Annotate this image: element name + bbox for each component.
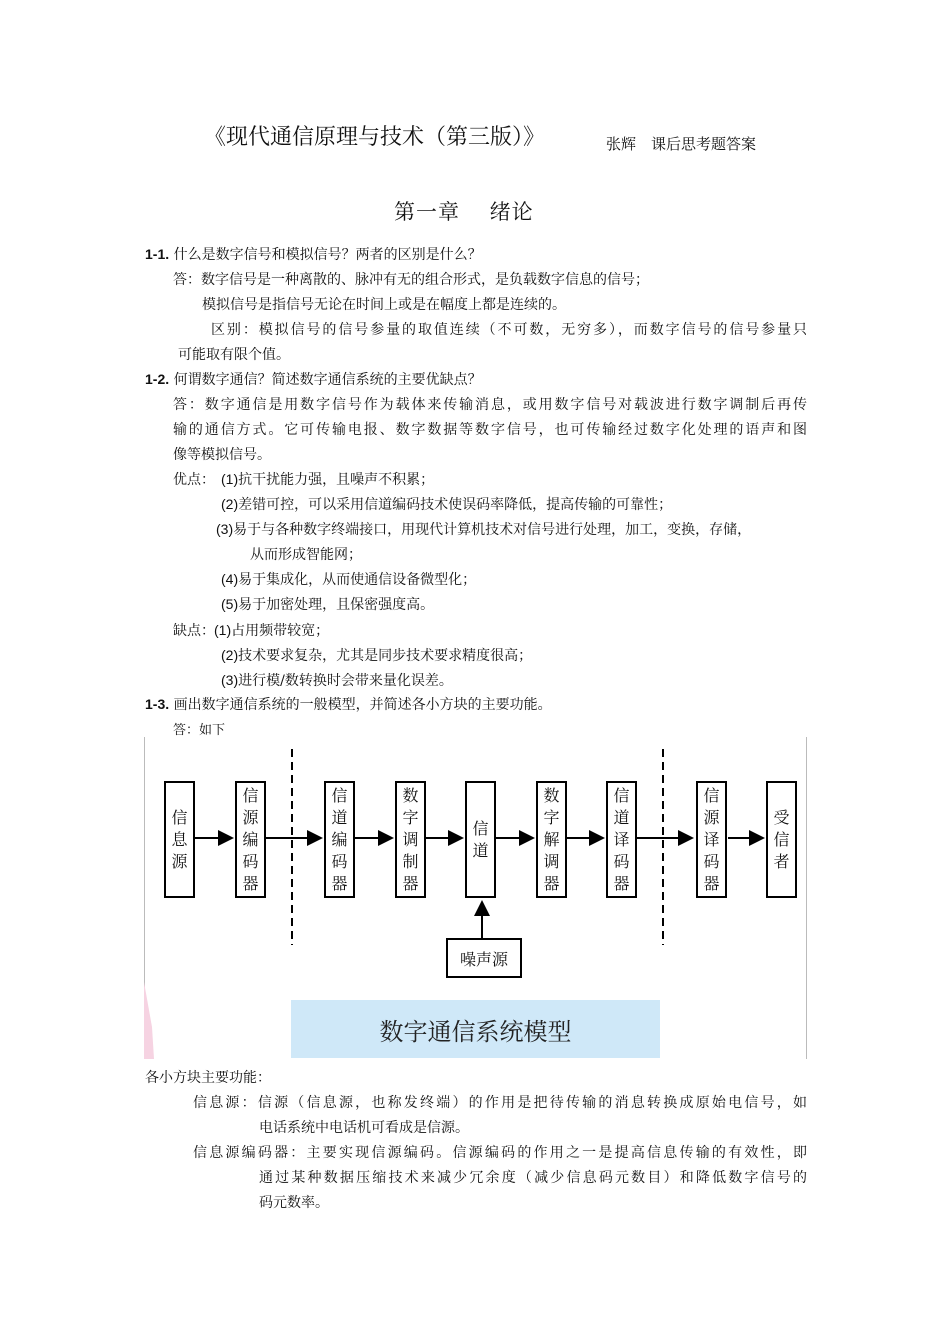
question-1-2 xyxy=(145,369,482,389)
block-label-char: 码 xyxy=(703,851,720,871)
book-title: 《现代通信原理与技术（第三版）》 xyxy=(204,125,546,150)
block-source-encoder xyxy=(235,781,266,898)
cons-label: 缺点： xyxy=(173,623,215,639)
block-label-char: 码 xyxy=(331,851,348,871)
block-info-source xyxy=(164,781,195,898)
question-1-1 xyxy=(145,244,482,264)
block-label-char: 编 xyxy=(331,829,348,849)
block-label-char: 信 xyxy=(613,785,630,805)
pros-label: 优点： xyxy=(173,472,215,488)
question-1-3 xyxy=(145,694,552,714)
function-line: 信息源：信源（信息源，也称发终端）的作用是把待传输的消息转换成原始电信号，如 xyxy=(193,1095,807,1111)
block-label-char: 道 xyxy=(331,807,348,827)
block-source-decoder xyxy=(696,781,727,898)
answer-line: 答：如下 xyxy=(173,723,226,738)
block-label-char: 道 xyxy=(613,807,630,827)
block-label-char: 编 xyxy=(242,829,259,849)
question-text: 画出数字通信系统的一般模型，并简述各小方块的主要功能。 xyxy=(173,697,552,713)
function-line: 信息源编码器：主要实现信源编码。信源编码的作用之一是提高信息传输的有效性，即 xyxy=(193,1145,807,1161)
answer-line: 像等模拟信号。 xyxy=(173,447,271,463)
pros-item: 从而形成智能网； xyxy=(250,547,362,563)
chapter-title: 第一章 绪论 xyxy=(394,200,534,224)
pros-item: (5)易于加密处理，且保密强度高。 xyxy=(221,596,435,613)
block-label-char: 信 xyxy=(331,785,348,805)
block-label-char: 制 xyxy=(402,851,419,871)
answer-line: 输的通信方式。它可传输电报、数字数据等数字信号，也可传输经过数字化处理的语声和图 xyxy=(173,422,807,438)
block-label-char: 数 xyxy=(402,785,419,805)
question-number: 1-1. xyxy=(145,246,170,262)
block-label-char: 者 xyxy=(773,851,790,871)
block-label-char: 器 xyxy=(543,873,560,893)
block-noise-source: 噪声源 xyxy=(446,938,522,978)
block-label-char: 调 xyxy=(543,851,560,871)
block-label-char: 译 xyxy=(613,829,630,849)
block-label-char: 息 xyxy=(171,829,188,849)
block-label-char: 器 xyxy=(242,873,259,893)
block-receiver xyxy=(766,781,797,898)
diagram-caption: 数字通信系统模型 xyxy=(291,1000,660,1058)
function-line: 通过某种数据压缩技术来减少冗余度（减少信息码元数目）和降低数字信号的 xyxy=(259,1170,807,1186)
question-text: 何谓数字通信？简述数字通信系统的主要优缺点？ xyxy=(173,372,482,388)
answer-line: 可能取有限个值。 xyxy=(178,347,290,363)
cons-item: (3)进行模/数转换时会带来量化误差。 xyxy=(221,672,453,689)
block-channel xyxy=(465,781,496,898)
answer-line: 模拟信号是指信号无论在时间上或是在幅度上都是连续的。 xyxy=(202,297,566,313)
block-digital-modulator xyxy=(395,781,426,898)
block-channel-encoder xyxy=(324,781,355,898)
block-label-char: 译 xyxy=(703,829,720,849)
block-label-char: 信 xyxy=(472,818,489,838)
pros-item: (2)差错可控，可以采用信道编码技术使误码率降低，提高传输的可靠性； xyxy=(221,496,673,513)
block-label-char: 解 xyxy=(543,829,560,849)
block-label-char: 道 xyxy=(472,840,489,860)
block-label-char: 信 xyxy=(242,785,259,805)
block-label-char: 受 xyxy=(773,807,790,827)
block-label-char: 码 xyxy=(613,851,630,871)
block-label-char: 器 xyxy=(703,873,720,893)
answer-line: 答：数字信号是一种离散的、脉冲有无的组合形式，是负载数字信息的信号； xyxy=(173,272,649,288)
question-text: 什么是数字信号和模拟信号？两者的区别是什么？ xyxy=(173,247,482,263)
question-number: 1-2. xyxy=(145,371,170,387)
block-label-char: 器 xyxy=(331,873,348,893)
cons-item: (1)占用频带较宽； xyxy=(214,622,330,639)
block-label-char: 信 xyxy=(773,829,790,849)
functions-heading: 各小方块主要功能： xyxy=(145,1070,271,1086)
answer-line: 区别：模拟信号的信号参量的取值连续（不可数，无穷多），而数字信号的信号参量只 xyxy=(211,322,807,338)
cons-item: (2)技术要求复杂，尤其是同步技术要求精度很高； xyxy=(221,647,533,664)
answer-line: 答：数字通信是用数字信号作为载体来传输消息，或用数字信号对载波进行数字调制后再传 xyxy=(173,397,807,413)
block-digital-demodulator xyxy=(536,781,567,898)
block-label-char: 源 xyxy=(703,807,720,827)
question-number: 1-3. xyxy=(145,696,170,712)
block-label-char: 字 xyxy=(543,807,560,827)
function-line: 电话系统中电话机可看成是信源。 xyxy=(259,1120,469,1136)
block-channel-decoder xyxy=(606,781,637,898)
pros-item: (4)易于集成化，从而使通信设备微型化； xyxy=(221,571,477,588)
block-label-char: 器 xyxy=(402,873,419,893)
block-label-char: 码 xyxy=(242,851,259,871)
block-label-char: 信 xyxy=(171,807,188,827)
block-label-char: 源 xyxy=(242,807,259,827)
function-line: 码元数率。 xyxy=(259,1195,329,1211)
block-label-char: 信 xyxy=(703,785,720,805)
block-label-char: 源 xyxy=(171,851,188,871)
block-label-char: 字 xyxy=(402,807,419,827)
digital-communication-model-diagram xyxy=(144,737,807,1059)
pros-item: (3)易于与各种数字终端接口，用现代计算机技术对信号进行处理，加工，变换，存储， xyxy=(216,521,752,538)
block-label-char: 数 xyxy=(543,785,560,805)
block-label-char: 调 xyxy=(402,829,419,849)
author-note: 张辉 课后思考题答案 xyxy=(606,135,757,153)
pros-item: (1)抗干扰能力强，且噪声不积累； xyxy=(221,471,435,488)
block-label-char: 器 xyxy=(613,873,630,893)
